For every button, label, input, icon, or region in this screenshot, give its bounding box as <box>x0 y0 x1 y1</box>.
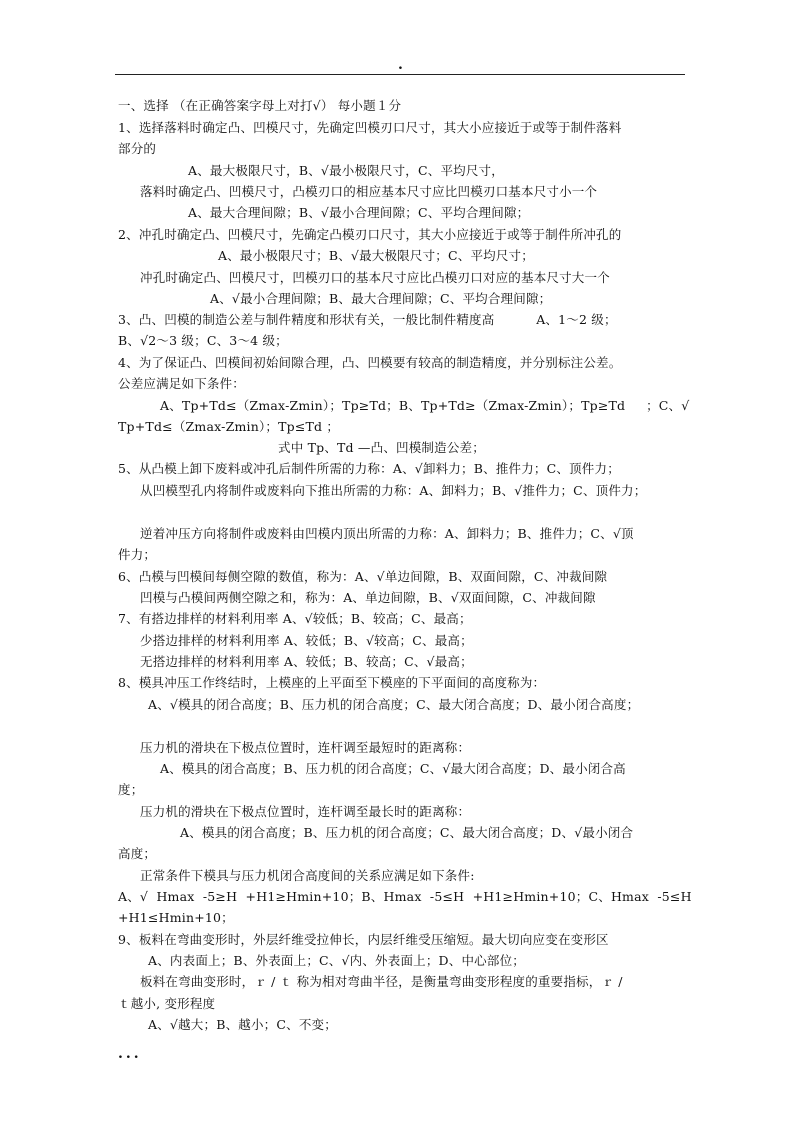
question-7: 7、有搭边排样的材料利用率 A、√较低；B、较高；C、最高； <box>118 611 472 626</box>
text-line: 式中 Tp、Td —凸、凹模制造公差； <box>278 440 485 455</box>
question-1: 1、选择落料时确定凸、凹模尺寸，先确定凹模刃口尺寸，其大小应接近于或等于制件落料 <box>118 120 622 135</box>
question-3: 3、凸、凹模的制造公差与制件精度和形状有关，一般比制件精度高 A、1～2 级； <box>118 312 617 327</box>
options-line: A、模具的闭合高度；B、压力机的闭合高度；C、√最大闭合高度；D、最小闭合高 <box>160 761 626 776</box>
text-line: 压力机的滑块在下极点位置时，连杆调至最长时的距离称： <box>140 804 471 819</box>
text-line: 逆着冲压方向将制件或废料由凹模内顶出所需的力称：A、卸料力；B、推件力；C、√顶 <box>140 526 634 541</box>
question-2: 2、冲孔时确定凸、凹模尺寸，先确定凸模刃口尺寸，其大小应接近于或等于制件所冲孔的 <box>118 227 622 242</box>
options-line: B、√2～3 级；C、3～4 级； <box>118 333 288 348</box>
text-line: 少搭边排样的材料利用率 A、较低；B、√较高；C、最高； <box>140 633 473 648</box>
question-8: 8、模具冲压工作终结时，上模座的上平面至下模座的下平面间的高度称为： <box>118 675 546 690</box>
options-line: Tp+Td≤（Zmax-Zmin）；Tp≤Td ； <box>118 419 340 434</box>
options-line: A、最小极限尺寸；B、√最大极限尺寸；C、平均尺寸； <box>218 248 534 263</box>
text-line: 高度； <box>118 846 157 861</box>
text-line: 公差应满足如下条件： <box>118 376 246 391</box>
section-heading: 一、选择 （在正确答案字母上对打√） 每小题１分 <box>118 98 402 113</box>
options-line: A、√越大；B、越小；C、不变； <box>148 1017 337 1032</box>
options-line: A、√最小合理间隙；B、最大合理间隙；C、平均合理间隙； <box>210 291 552 306</box>
text-line: 冲孔时确定凸、凹模尺寸，凹模刃口的基本尺寸应比凸模刃口对应的基本尺寸大一个 <box>140 270 610 285</box>
header-rule <box>115 74 685 75</box>
options-line: A、最大极限尺寸，B、√最小极限尺寸，C、平均尺寸， <box>188 163 504 178</box>
text-line: 板料在弯曲变形时，ｒ / ｔ 称为相对弯曲半径，是衡量弯曲变形程度的重要指标，ｒ / <box>140 974 623 989</box>
text-line: 无搭边排样的材料利用率 A、较低；B、较高；C、√最高； <box>140 654 473 669</box>
question-9: 9、板料在弯曲变形时，外层纤维受拉伸长，内层纤维受压缩短。最大切向应变在变形区 <box>118 932 609 947</box>
text-line: 正常条件下模具与压力机闭合高度间的关系应满足如下条件: <box>140 868 475 883</box>
question-4: 4、为了保证凸、凹模间初始间隙合理，凸、凹模要有较高的制造精度，并分别标注公差。 <box>118 355 622 370</box>
header-dot: . <box>398 57 403 73</box>
question-5: 5、从凸模上卸下废料或冲孔后制件所需的力称：A、√卸料力；B、推件力；C、顶件力； <box>118 461 620 476</box>
options-line: A、√模具的闭合高度；B、压力机的闭合高度；C、最大闭合高度；D、最小闭合高度； <box>148 697 640 712</box>
text-line: 凹模与凸模间两侧空隙之和，称为：A、单边间隙，B、√双面间隙，C、冲裁间隙 <box>140 590 596 605</box>
options-line: A、√ Hmax -5≥H +H1≥Hmin+10；B、Hmax -5≤H +H1≥Hmin+10；C、Hmax -5≤H <box>118 889 692 904</box>
options-line: A、Tp+Td≤（Zmax-Zmin）；Tp≥Td；B、Tp+Td≥（Zmax-Zmin）；Tp≥Td ；C、√ <box>160 398 690 413</box>
question-6: 6、凸模与凹模间每侧空隙的数值，称为：A、√单边间隙，B、双面间隙，C、冲裁间隙 <box>118 569 608 584</box>
options-line: +H1≤Hmin+10； <box>118 910 234 925</box>
text-line: 度； <box>118 782 144 797</box>
text-line: 从凹模型孔内将制件或废料向下推出所需的力称：A、卸料力；B、√推件力；C、顶件力； <box>140 483 647 498</box>
text-line: 件力； <box>118 547 157 562</box>
text-line: 压力机的滑块在下极点位置时，连杆调至最短时的距离称： <box>140 740 471 755</box>
options-line: A、内表面上；B、外表面上；C、√内、外表面上；D、中心部位； <box>148 953 525 968</box>
options-line: A、模具的闭合高度；B、压力机的闭合高度；C、最大闭合高度；D、√最小闭合 <box>180 825 634 840</box>
footer-dots: ... <box>118 1046 142 1062</box>
text-line: 落料时确定凸、凹模尺寸，凸模刃口的相应基本尺寸应比凹模刃口基本尺寸小一个 <box>140 184 598 199</box>
text-line: ｔ越小, 变形程度 <box>118 996 216 1011</box>
options-line: A、最大合理间隙；B、√最小合理间隙；C、平均合理间隙； <box>188 205 530 220</box>
text-line: 部分的 <box>118 141 157 156</box>
